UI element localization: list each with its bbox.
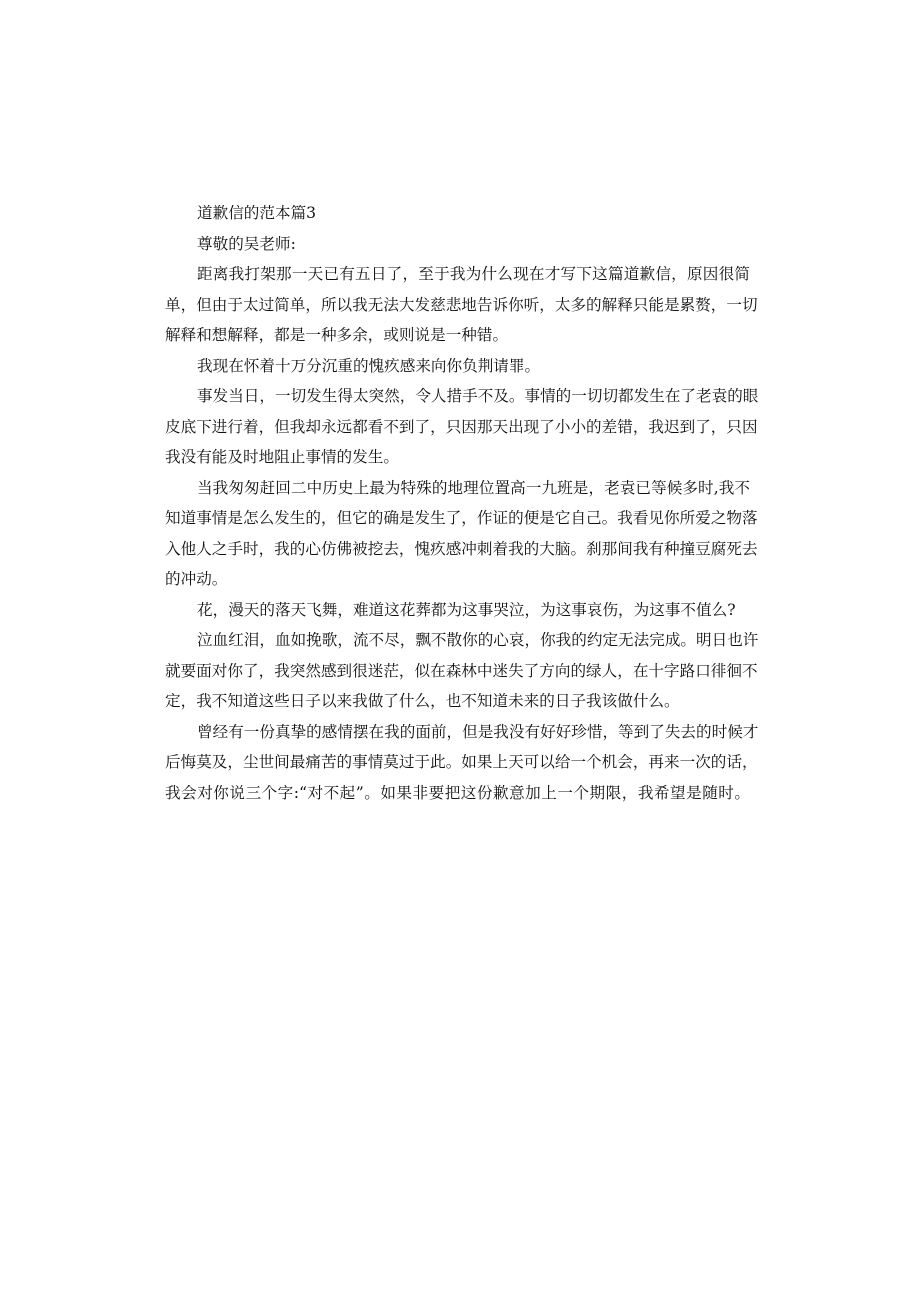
paragraph-7-line-2: 后悔莫及，尘世间最痛苦的事情莫过于此。如果上天可以给一个机会，再来一次的话， bbox=[165, 753, 758, 771]
paragraph-7-line-3: 我会对你说三个字:“对不起”。如果非要把这份歉意加上一个期限，我希望是随时。 bbox=[165, 783, 750, 802]
paragraph-3-line-3: 我没有能及时地阻止事情的发生。 bbox=[165, 448, 399, 466]
paragraph-4-line-2: 知道事情是怎么发生的，但它的确是发生了，作证的便是它自己。我看见你所爱之物落 bbox=[165, 509, 758, 527]
paragraph-6-line-3: 定，我不知道这些日子以来我做了什么，也不知道未来的日子我该做什么。 bbox=[165, 692, 680, 710]
document-title: 道歉信的范本篇3 bbox=[197, 204, 317, 222]
paragraph-3-line-1: 事发当日，一切发生得太突然，令人措手不及。事情的一切切都发生在了老袁的眼 bbox=[197, 387, 759, 405]
paragraph-2-line-1: 我现在怀着十万分沉重的愧疚感来向你负荆请罪。 bbox=[197, 356, 541, 375]
paragraph-1-line-1: 距离我打架那一天已有五日了，至于我为什么现在才写下这篇道歉信，原因很简 bbox=[197, 265, 750, 283]
paragraph-6-line-1: 泣血红泪，血如挽歌，流不尽，飘不散你的心哀，你我的约定无法完成。明日也许 bbox=[197, 631, 759, 649]
salutation: 尊敬的吴老师: bbox=[197, 234, 296, 253]
paragraph-7-line-1: 曾经有一份真挚的感情摆在我的面前，但是我没有好好珍惜，等到了失去的时候才 bbox=[197, 722, 759, 741]
paragraph-4-line-3: 入他人之手时，我的心仿佛被挖去，愧疚感冲刺着我的大脑。刹那间我有种撞豆腐死去 bbox=[165, 539, 758, 558]
paragraph-4-line-4: 的冲动。 bbox=[165, 570, 228, 588]
paragraph-6-line-2: 就要面对你了，我突然感到很迷茫，似在森林中迷失了方向的绿人，在十字路口徘徊不 bbox=[165, 661, 758, 680]
paragraph-5-line-1: 花，漫天的落天飞舞，难道这花葬都为这事哭泣，为这事哀伤，为这事不值么? bbox=[197, 600, 736, 619]
letter-body bbox=[165, 198, 759, 808]
paragraph-4-line-1: 当我匆匆赶回二中历史上最为特殊的地理位置高一九班是，老袁已等候多时,我不 bbox=[197, 478, 750, 497]
paragraph-1-line-3: 解释和想解释，都是一种多余，或则说是一种错。 bbox=[165, 326, 509, 344]
paragraph-1-line-2: 单，但由于太过简单，所以我无法大发慈悲地告诉你听，太多的解释只能是累赘，一切 bbox=[165, 295, 758, 314]
paragraph-3-line-2: 皮底下进行着，但我却永远都看不到了，只因那天出现了小小的差错，我迟到了，只因 bbox=[165, 417, 758, 436]
